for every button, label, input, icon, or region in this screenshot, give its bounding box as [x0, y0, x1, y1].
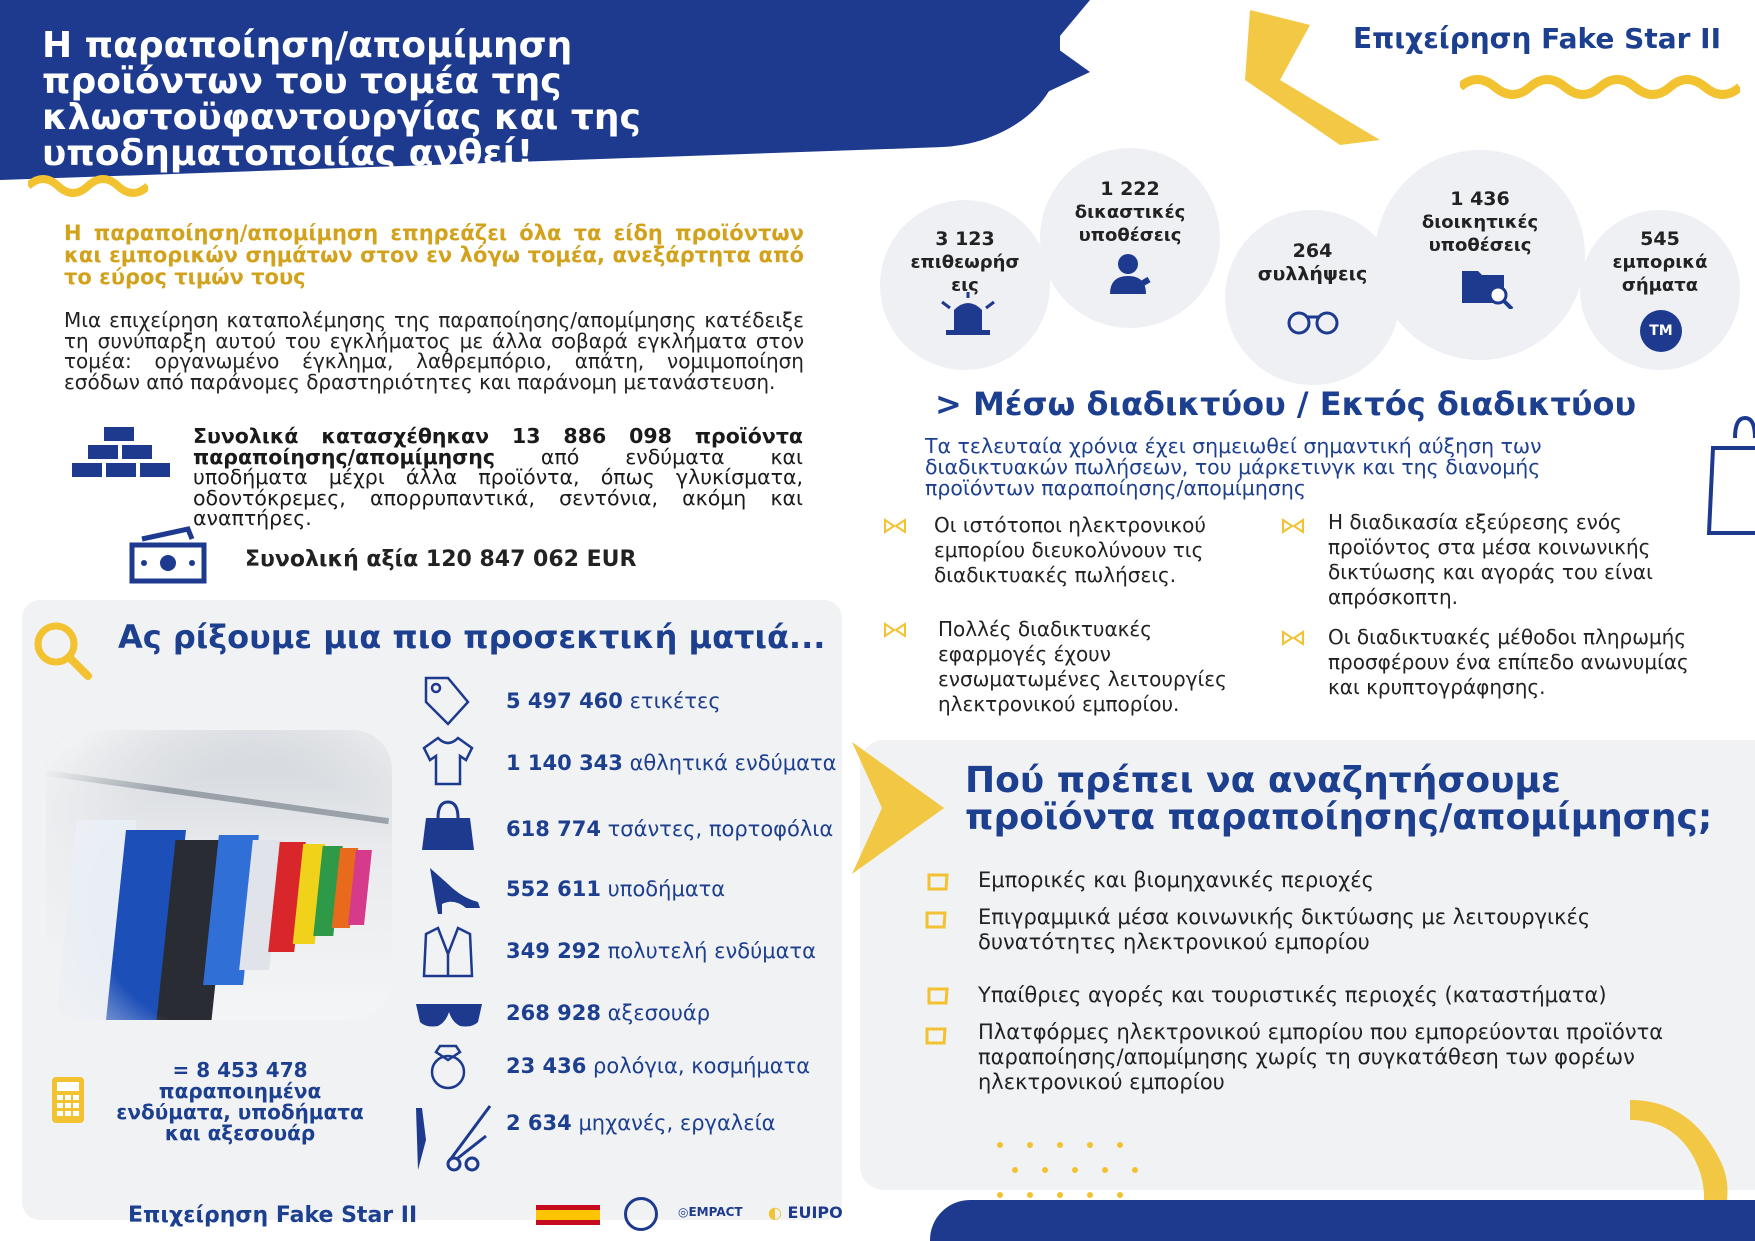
total-number: = 8 453 478	[172, 1058, 308, 1082]
magnifier-icon	[30, 618, 94, 682]
stat-tools	[506, 1111, 776, 1135]
stat-count: 23 436	[506, 1054, 587, 1078]
checkbox-bullet-icon	[926, 986, 950, 1006]
seized-rest: από ενδύματα και υποδήματα μέχρι άλλα προϊόντα, όπως γλυκίσματα, οδοντόκρεμες, απορρυπαντικά, σεντόνια, ακόμη και αναπτήρες.	[193, 444, 803, 530]
euipo-logo: ◐ EUIPO	[768, 1203, 843, 1222]
stat-value: 1 222	[1100, 178, 1160, 200]
stat-luxury	[506, 939, 816, 963]
stat-label: ετικέτες	[622, 689, 721, 713]
trademark-icon	[1640, 310, 1682, 352]
tag-icon	[420, 672, 472, 728]
stat-count: 5 497 460	[506, 689, 623, 713]
stat-label: εμπορικά σήματα	[1612, 252, 1708, 296]
stat-watches	[506, 1054, 810, 1078]
where-item: Πλατφόρμες ηλεκτρονικού εμπορίου που εμπορεύονται προϊόντα παραποίησης/απομίμησης χωρίς τη συγκατάθεση των φορέων ηλεκτρονικού εμπορίου	[978, 1020, 1664, 1094]
stat-label: μηχανές, εργαλεία	[571, 1111, 776, 1135]
judge-icon	[1104, 250, 1152, 294]
stat-inspections	[900, 228, 1030, 297]
stat-label: ρολόγια, κοσμήματα	[586, 1054, 811, 1078]
seized-text	[193, 426, 803, 529]
online-subtitle: Τα τελευταία χρόνια έχει σημειωθεί σημαντική αύξηση των διαδικτυακών πωλήσεων, του μάρκετινγκ και της διανομής προϊόντων παραποίησης/απομίμησης	[925, 434, 1542, 500]
stat-label: δικαστικές υποθέσεις	[1074, 202, 1186, 246]
gold-wave-decoration	[1460, 72, 1740, 102]
checkbox-bullet-icon	[924, 910, 948, 930]
footer-logos	[536, 1195, 866, 1235]
money-icon	[128, 525, 208, 585]
checkbox-bullet-icon	[924, 1026, 948, 1046]
stat-label: υποδήματα	[600, 877, 726, 901]
clothes-rack-photo	[46, 730, 392, 1020]
stat-label: αξεσουάρ	[600, 1001, 711, 1025]
stat-trademarks	[1595, 228, 1725, 297]
stat-label: διοικητικές υποθέσεις	[1421, 212, 1539, 256]
closer-look-title: Ας ρίξουμε μια πιο προσεκτική ματιά...	[118, 618, 826, 656]
footer-operation-name: Επιχείρηση Fake Star II	[128, 1203, 418, 1228]
police-emblem-logo	[624, 1197, 658, 1231]
seized-bold: Συνολικά κατασχέθηκαν 13 886 098 προϊόντα παραποίησης/απομίμησης	[193, 424, 803, 469]
checkbox-bullet-icon	[926, 872, 950, 892]
ring-icon	[426, 1040, 470, 1092]
stat-sportswear	[506, 751, 836, 775]
stat-judicial	[1060, 178, 1200, 247]
total-label: παραποιημένα ενδύματα, υποδήματα και αξεσουάρ	[116, 1079, 364, 1145]
handbag-icon	[420, 798, 476, 854]
empact-logo: ◎EMPACT	[678, 1205, 743, 1219]
stat-count: 1 140 343	[506, 751, 623, 775]
trademark-symbol: TM	[1649, 323, 1673, 339]
stat-admin	[1410, 188, 1550, 257]
tshirt-icon	[420, 734, 476, 788]
bowtie-bullet-icon	[1282, 630, 1304, 646]
handcuffs-icon	[1287, 307, 1339, 337]
operation-name-top: Επιχείρηση Fake Star II	[1352, 22, 1721, 55]
stat-bags	[506, 817, 833, 841]
sunglasses-icon	[414, 998, 484, 1032]
boxes-icon	[70, 425, 170, 481]
stat-label: συλλήψεις	[1257, 263, 1368, 285]
intro-subtitle: Η παραποίηση/απομίμηση επηρεάζει όλα τα είδη προϊόντων και εμπορικών σημάτων στον εν λόγω τομέα, ανεξάρτητα από το εύρος τιμών τους	[64, 221, 804, 289]
stat-value: 1 436	[1450, 188, 1510, 210]
siren-icon	[940, 292, 996, 336]
counterfeit-total	[100, 1060, 380, 1144]
calculator-icon	[50, 1075, 86, 1125]
stat-label: πολυτελή ενδύματα	[600, 939, 816, 963]
page-title: Η παραποίηση/απομίμηση προϊόντων του τομέα της κλωστοϋφαντουργίας και της υποδηματοποιίας ανθεί!	[42, 25, 641, 174]
intro-body: Μια επιχείρηση καταπολέμησης της παραποίησης/απομίμησης κατέδειξε τη συνύπαρξη αυτού του εγκλήματος με άλλα σοβαρά εγκλήματα στον τομέα: οργανωμένο έγκλημα, λαθρεμπόριο, απάτη, νομιμοποίηση εσόδων από παράνομες δραστηριότητες και παράνομη μετανάστευση.	[64, 308, 804, 394]
stat-circle-arrests	[1225, 210, 1400, 385]
where-item: Εμπορικές και βιομηχανικές περιοχές	[978, 868, 1374, 892]
stat-accessories	[506, 1001, 710, 1025]
stat-count: 552 611	[506, 877, 601, 901]
where-item: Επιγραμμικά μέσα κοινωνικής δικτύωσης με λειτουργικές δυνατότητες ηλεκτρονικού εμπορίου	[978, 905, 1591, 954]
footer-brush	[930, 1200, 1755, 1241]
stat-count: 349 292	[506, 939, 601, 963]
stat-value: 3 123	[935, 228, 995, 250]
jacket-icon	[420, 924, 476, 980]
shopping-bag-icon	[1705, 408, 1755, 538]
tools-icon	[410, 1100, 500, 1176]
euipo-logo-text: EUIPO	[787, 1203, 843, 1222]
stat-label: επιθεωρήσ εις	[910, 252, 1020, 296]
stat-count: 268 928	[506, 1001, 601, 1025]
stat-label: αθλητικά ενδύματα	[622, 751, 837, 775]
high-heel-icon	[426, 864, 482, 916]
stat-labels	[506, 689, 721, 713]
bowtie-bullet-icon	[884, 622, 906, 638]
stat-count: 2 634	[506, 1111, 572, 1135]
online-bullet: Πολλές διαδικτυακές εφαρμογές έχουν ενσωματωμένες λειτουργίες ηλεκτρονικού εμπορίου.	[938, 617, 1227, 716]
online-bullet: Η διαδικασία εξεύρεσης ενός προϊόντος στα μέσα κοινωνικής δικτύωσης και αγοράς του είναι απρόσκοπτη.	[1328, 510, 1653, 609]
bowtie-bullet-icon	[884, 518, 906, 534]
stat-shoes	[506, 877, 725, 901]
empact-logo-text: EMPACT	[688, 1205, 743, 1219]
online-bullet: Οι διαδικτυακές μέθοδοι πληρωμής προσφέρουν ένα επίπεδο ανωνυμίας και κρυπτογράφησης.	[1328, 625, 1689, 699]
stat-arrests	[1245, 240, 1380, 286]
online-bullet: Οι ιστότοποι ηλεκτρονικού εμπορίου διευκολύνουν τις διαδικτυακές πωλήσεις.	[934, 513, 1206, 587]
gold-arrow-decoration	[848, 738, 948, 878]
stat-label: τσάντες, πορτοφόλια	[600, 817, 834, 841]
where-title: Πού πρέπει να αναζητήσουμε προϊόντα παραποίησης/απομίμησης;	[965, 760, 1713, 838]
total-value: Συνολική αξία 120 847 062 EUR	[245, 547, 637, 572]
spain-flag-logo	[536, 1205, 600, 1225]
where-item: Υπαίθριες αγορές και τουριστικές περιοχές (καταστήματα)	[978, 983, 1607, 1007]
gold-wave-left	[28, 172, 148, 200]
online-title: > Μέσω διαδικτύου / Εκτός διαδικτύου	[935, 385, 1637, 423]
stat-value: 264	[1292, 240, 1333, 262]
folder-search-icon	[1460, 265, 1514, 309]
stat-count: 618 774	[506, 817, 601, 841]
stat-value: 545	[1640, 228, 1680, 250]
bowtie-bullet-icon	[1282, 518, 1304, 534]
header-brush-edge	[620, 0, 1090, 150]
